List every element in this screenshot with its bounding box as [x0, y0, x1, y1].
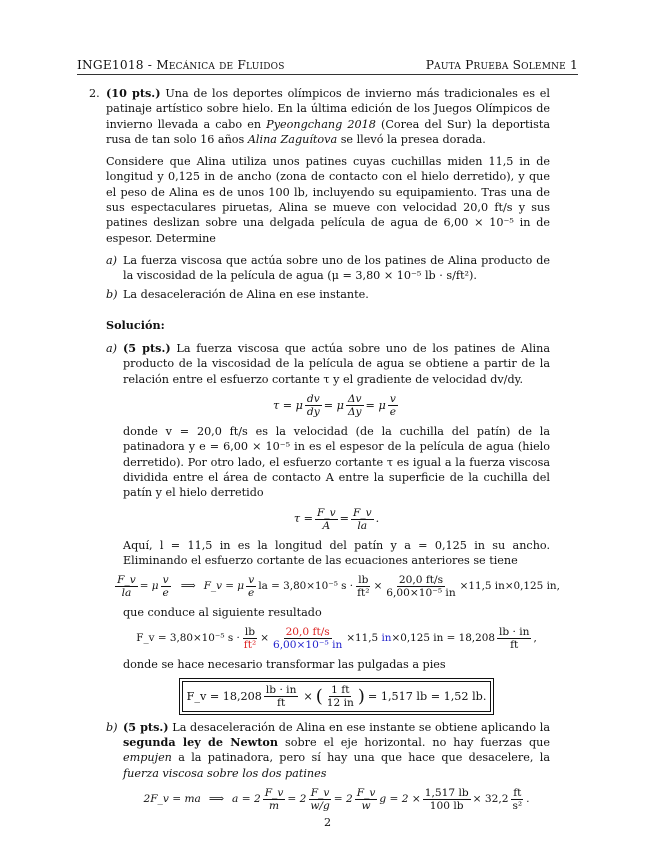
- eq3-mid: = μ: [139, 579, 159, 592]
- eq3-frac4: [355, 574, 371, 599]
- solution-b-text1: La desaceleración de Alina en ese instante se obtiene aplicando la: [172, 720, 550, 734]
- solution-b-em2: fuerza viscosa sobre los dos patines: [123, 766, 327, 780]
- eq3-rhs1: F_v = μ: [203, 579, 245, 592]
- eq1-num2: Δv: [347, 393, 362, 406]
- eq6-frac3: [355, 787, 378, 812]
- intro-city: Pyeongchang 2018: [266, 117, 376, 131]
- solution-b-text2: sobre el eje horizontal. no hay fuerzas que: [285, 736, 550, 750]
- eq6-m3: g = 2 ×: [379, 792, 421, 805]
- solution-b-bold: segunda ley de Newton: [123, 735, 279, 750]
- eq4-frac1: [242, 626, 258, 651]
- eq2-num1: F_v: [316, 506, 336, 519]
- eq5-den2: 12 in: [326, 696, 354, 709]
- item-a-text: La fuerza viscosa que actúa sobre uno de los patines de Alina producto de la viscosidad de la película de agua (μ = 3,80 × 10⁻⁵ lb · s/ft²).: [123, 253, 550, 283]
- eq4-den3: ft: [510, 639, 519, 652]
- eq4-end: ,: [533, 632, 537, 645]
- intro-text-b: (Corea del Sur) la deportista rusa de tan solo 16 años: [106, 117, 551, 146]
- eq5-rhs: = 1,517 lb = 1,52 lb.: [367, 689, 487, 703]
- solution-a-text2: donde v = 20,0 ft/s es la velocidad (de la cuchilla del patín) de la patinadora y e = 6,00 × 10⁻⁵ in es el espesor de la película de agua (hielo derretido). Por otro lado, el esfuerzo cortante τ es igual a la fuerza viscosa dividida entre el área de contacto A entre la superficie de la cuchilla del patín y el hielo derretido: [123, 425, 550, 500]
- eq6-m1: = 2: [287, 792, 307, 805]
- eq3-rhs3: ×11,5 in×0,125 in,: [459, 579, 560, 592]
- eq3-num3: v: [248, 574, 255, 587]
- solution-a-text3: Aquí, l = 11,5 in es la longitud del patín y a = 0,125 in su ancho. Eliminando el esfuerzo cortante de las ecuaciones anteriores se tiene: [123, 538, 550, 567]
- eq6-den2: w/g: [310, 799, 330, 812]
- eq6-frac4: [423, 787, 471, 812]
- course-title: INGE1018 - Mecánica de Fluidos: [77, 58, 285, 72]
- eq6-num1: F_v: [264, 786, 284, 799]
- eq6-den1: m: [268, 799, 280, 812]
- eq4-num1: lb: [244, 626, 256, 639]
- eq6-arrow: ⟹: [208, 792, 225, 805]
- question-block: [89, 86, 551, 302]
- eq2-den1: A: [322, 519, 331, 532]
- eq4-frac3: [497, 626, 531, 651]
- page-body: [89, 86, 560, 818]
- solution-b-text3: a la patinadora, pero sí hay una que hace que desacelere, la: [178, 751, 550, 765]
- solution-a-text1: [123, 341, 550, 387]
- item-a-label: a): [106, 253, 118, 267]
- question-consider: Considere que Alina utiliza unos patines cuyas cuchillas miden 11,5 in de longitud y 0,125 in de ancho (zona de contacto con el hielo derretido), y que el peso de Alina es de unos 100 lb, incluyendo su equipamiento. Tras una de sus espectaculares piruetas, Alina se mueve con velocidad 20,0 ft/s y sus patines deslizan sobre una delgada película de agua de 6,00 × 10⁻⁵ in de espesor. Determine: [106, 155, 550, 245]
- question-number: 2.: [89, 87, 100, 100]
- question-item-b: [106, 287, 550, 302]
- solution-a-label: a): [106, 342, 118, 356]
- eq5-den1: ft: [277, 696, 286, 709]
- eq3-rhs2: la = 3,80×10⁻⁵ s ·: [258, 579, 354, 592]
- eq4-den2: 6,00×10⁻⁵ in: [272, 639, 343, 652]
- eq1-mid: = μ: [323, 398, 344, 412]
- eq3-num4: lb: [358, 574, 369, 587]
- eq3-arrow: ⟹: [180, 579, 196, 592]
- eq1-num1: dv: [306, 393, 320, 406]
- eq3-frac3: [246, 574, 256, 599]
- eq6-m4: × 32,2: [472, 792, 509, 805]
- eq6-frac5: [510, 787, 524, 812]
- eq1-den3: e: [389, 406, 397, 419]
- eq5-lhs: F_v = 18,208: [186, 689, 262, 703]
- eq3-num2: v: [162, 574, 169, 587]
- solution-a-text1-body: La fuerza viscosa que actúa sobre uno de los patines de Alina producto de la viscosidad de la película de agua se obtiene a partir de la relación entre el esfuerzo cortante τ y el gradiente de velocidad dv/dy.: [123, 342, 550, 386]
- eq2-num2: F_v: [352, 506, 372, 519]
- eq4-r2: ×0,125 in = 18,208: [391, 632, 495, 645]
- equation-eliminate-stress: $\frac{F\_v}{la}$ = μ $\frac{v}{e}$ ⟹ F_v = μ $\frac{v}{e}$ la = 3,80×10⁻⁵ s · $\frac{lb}{\text{ft²}}$ × $\frac{20,0 ft/s}{\text{6,00×10⁻⁵ in}}$ ×11,5 in×0,125 in,: [117, 574, 560, 600]
- eq2-frac1: [315, 507, 338, 532]
- eq6-frac1: [263, 787, 286, 812]
- eq3-frac5: [384, 574, 457, 599]
- solution-b-label: b): [106, 720, 118, 734]
- eq2-end: .: [375, 512, 380, 526]
- item-b-text: La desaceleración de Alina en ese instante.: [123, 287, 369, 301]
- eq2-den2: la: [357, 519, 368, 532]
- eq3-frac1: [115, 574, 138, 599]
- intro-text-c: se llevó la presea dorada.: [340, 132, 486, 146]
- solution-b-points: (5 pts.): [123, 719, 169, 734]
- question-item-a: [106, 253, 550, 284]
- eq3-num5: 20,0 ft/s: [398, 574, 444, 587]
- equation-newton: [123, 787, 550, 812]
- eq3-den5: 6,00×10⁻⁵ in: [386, 587, 456, 600]
- solution-b-text: [123, 720, 550, 781]
- eq3-den4: ft²: [357, 587, 370, 600]
- equation-shear-stress: [123, 393, 550, 418]
- eq1-lhs: τ = μ: [272, 398, 303, 412]
- header-rule: [77, 74, 578, 75]
- eq6-den3: w: [361, 799, 371, 812]
- document-title: Pauta Prueba Solemne 1: [425, 58, 578, 72]
- eq4-frac2: [271, 626, 344, 651]
- equation-unit-conversion: [123, 681, 550, 712]
- eq3-frac2: [161, 574, 171, 599]
- eq1-frac1: [305, 393, 322, 418]
- question-intro: [106, 86, 550, 147]
- eq6-lhs: 2F_v = ma: [143, 792, 201, 805]
- eq6-end: .: [526, 792, 530, 805]
- eq4-r1-unit: in: [381, 632, 392, 645]
- eq3-den3: e: [248, 587, 255, 600]
- eq4-num2: 20,0 ft/s: [285, 626, 330, 639]
- solution-part-b: [106, 720, 550, 812]
- intro-text-a: Una de los deportes olímpicos de invierno más tradicionales es el patinaje artístico sobre hielo. En la última edición de los Juegos Olímpicos de invierno llevada a cabo en: [106, 87, 551, 131]
- eq1-frac2: [346, 393, 364, 418]
- solution-title: Solución:: [106, 317, 165, 332]
- eq2-frac2: [351, 507, 374, 532]
- eq1-den1: dy: [306, 406, 320, 419]
- page-header: [77, 58, 578, 73]
- eq2-mid: =: [339, 512, 349, 526]
- solution-part-a: [106, 341, 560, 712]
- eq6-num3: F_v: [356, 786, 376, 799]
- eq6-m2: = 2: [333, 792, 353, 805]
- eq4-num3: lb · in: [498, 626, 530, 639]
- intro-name: Alina Zaguítova: [247, 132, 338, 146]
- boxed-answer-a: F_v = 18,208 $\frac{lb \cdot in}{ft}$ × ( $\frac{1 ft}{12 in}$ ) = 1,517 lb = 1,52 lb.: [182, 681, 492, 712]
- question-points: (10 pts.): [106, 86, 161, 100]
- page-number: 2: [323, 816, 332, 829]
- eq1-frac3: [388, 393, 398, 418]
- eq6-num5: ft: [513, 786, 522, 799]
- eq6-den5: s²: [512, 799, 523, 812]
- eq3-den1: la: [121, 587, 132, 600]
- solution-a-points: (5 pts.): [123, 341, 171, 356]
- eq5-frac2: [325, 684, 356, 709]
- eq1-mid2: = μ: [365, 398, 386, 412]
- solution-a-text5: donde se hace necesario transformar las pulgadas a pies: [123, 658, 446, 672]
- eq5-num1: lb · in: [265, 683, 297, 696]
- eq4-lhs: F_v = 3,80×10⁻⁵ s ·: [136, 632, 240, 645]
- item-b-label: b): [106, 287, 118, 301]
- eq6-num2: F_v: [310, 786, 330, 799]
- eq5-num2: 1 ft: [331, 683, 350, 696]
- eq6-num4: 1,517 lb: [424, 786, 469, 799]
- eq1-den2: Δy: [347, 406, 362, 419]
- equation-force-area: [123, 507, 550, 532]
- equation-force-result: F_v = 3,80×10⁻⁵ s · $\frac{lb}{\text{ft²}}$ × $\frac{20,0 ft/s}{\text{6,00×10⁻⁵ in}}$ ×11,5 in ×0,125 in = 18,208 $\frac{lb \cdot in}{ft}$ ,: [136, 626, 537, 652]
- eq5-mul: ×: [303, 689, 313, 703]
- eq1-num3: v: [389, 393, 396, 406]
- solution-b-em1: empujen: [123, 751, 172, 765]
- solution-a-text4: que conduce al siguiente resultado: [123, 606, 322, 620]
- eq4-r1: ×11,5: [346, 632, 379, 645]
- eq4-den1: ft²: [243, 639, 257, 652]
- eq5-frac1: [264, 684, 298, 709]
- eq6-frac2: [308, 787, 331, 812]
- eq3-num1: F_v: [117, 574, 136, 587]
- eq2-lhs: τ =: [293, 512, 313, 526]
- eq6-a: a = 2: [232, 792, 261, 805]
- eq3-den2: e: [162, 587, 169, 600]
- eq6-den4: 100 lb: [429, 799, 464, 812]
